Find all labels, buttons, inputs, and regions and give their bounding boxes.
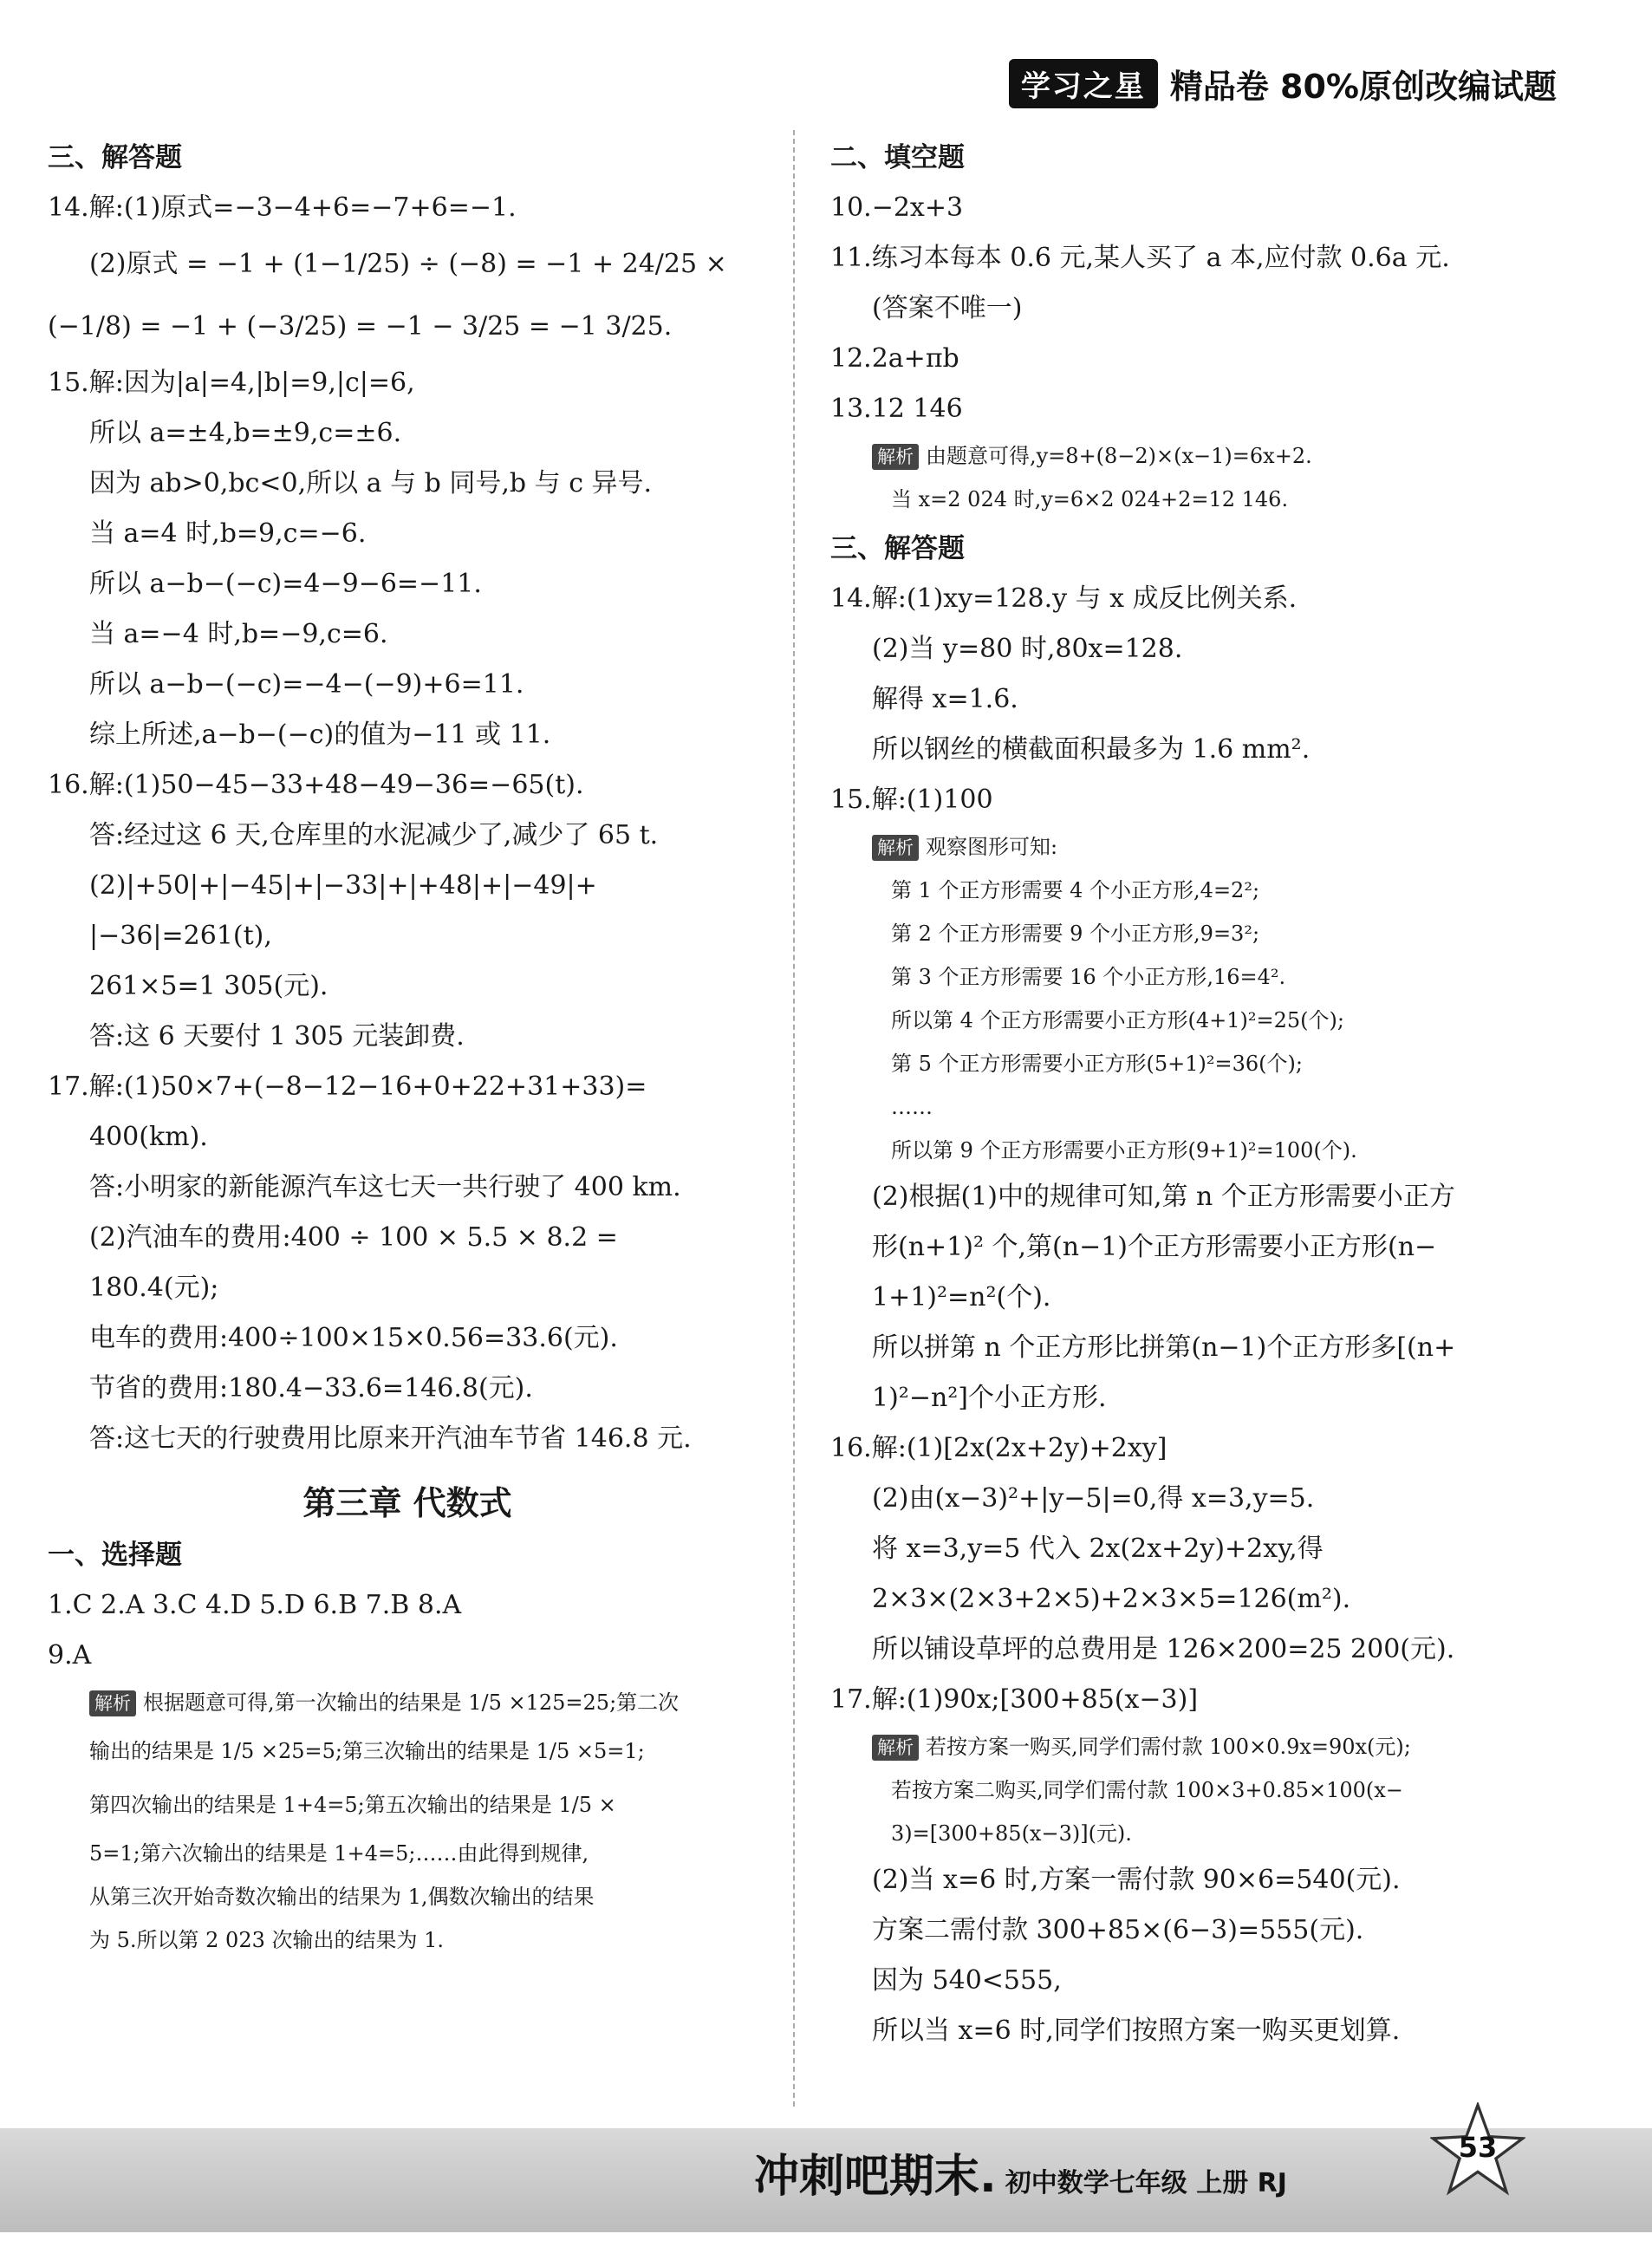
section-title: 二、填空题 <box>830 142 965 173</box>
answer-line: 因为 ab>0,bc<0,所以 a 与 b 同号,b 与 c 异号. <box>89 468 653 498</box>
answer-line: 将 x=3,y=5 代入 2x(2x+2y)+2xy,得 <box>872 1534 1324 1564</box>
answer-line: 14.解:(1)原式=−3−4+6=−7+6=−1. <box>48 192 517 223</box>
analysis-line: 第 2 个正方形需要 9 个小正方形,9=3²; <box>891 922 1260 946</box>
page-footer <box>754 2140 1287 2205</box>
answer-line: 答:小明家的新能源汽车这七天一共行驶了 400 km. <box>89 1172 681 1202</box>
analysis-line: 当 x=2 024 时,y=6×2 024+2=12 146. <box>891 487 1289 511</box>
analysis-line: 若按方案二购买,同学们需付款 100×3+0.85×100(x− <box>891 1778 1403 1802</box>
chapter-title: 第三章 代数式 <box>302 1484 512 1522</box>
analysis-line: 输出的结果是 1/5 ×25=5;第三次输出的结果是 1/5 ×5=1; <box>89 1739 645 1763</box>
analysis-line: 为 5.所以第 2 023 次输出的结果为 1. <box>89 1928 445 1952</box>
answer-line: 答:经过这 6 天,仓库里的水泥减少了,减少了 65 t. <box>89 820 659 850</box>
answer-line: (2)根据(1)中的规律可知,第 n 个正方形需要小正方 <box>872 1182 1455 1212</box>
answer-line: 14.解:(1)xy=128.y 与 x 成反比例关系. <box>830 583 1298 614</box>
answer-line: 11.练习本每本 0.6 元,某人买了 a 本,应付款 0.6a 元. <box>830 243 1450 273</box>
answer-line: (2)|+50|+|−45|+|−33|+|+48|+|−49|+ <box>89 870 597 901</box>
choice-answers: 9.A <box>48 1640 92 1671</box>
answer-line: 2×3×(2×3+2×5)+2×3×5=126(m²). <box>872 1584 1351 1614</box>
answer-line: 答:这七天的行驶费用比原来开汽油车节省 146.8 元. <box>89 1423 692 1454</box>
analysis-line: 解析 观察图形可知: <box>830 825 1550 869</box>
answer-line: 综上所述,a−b−(−c)的值为−11 或 11. <box>89 720 551 750</box>
analysis-line: 从第三次开始奇数次输出的结果为 1,偶数次输出的结果 <box>89 1885 595 1909</box>
answer-line: (2)由(x−3)²+|y−5|=0,得 x=3,y=5. <box>872 1483 1315 1514</box>
analysis-line: 3)=[300+85(x−3)](元). <box>891 1821 1132 1846</box>
analysis-line: 解析 根据题意可得,第一次输出的结果是 1/5 ×125=25;第二次 <box>48 1681 767 1724</box>
answer-line: 形(n+1)² 个,第(n−1)个正方形需要小正方形(n− <box>872 1232 1437 1262</box>
answer-line: 解得 x=1.6. <box>872 684 1018 714</box>
analysis-line: 所以第 9 个正方形需要小正方形(9+1)²=100(个). <box>891 1138 1357 1163</box>
answer-line: 因为 540<555, <box>872 1965 1062 1996</box>
answer-line: 方案二需付款 300+85×(6−3)=555(元). <box>872 1915 1364 1945</box>
answer-line: 所以 a=±4,b=±9,c=±6. <box>89 418 402 448</box>
answer-line: 1+1)²=n²(个). <box>872 1282 1051 1312</box>
analysis-line: 所以第 4 个正方形需要小正方形(4+1)²=25(个); <box>891 1008 1344 1032</box>
footer-subtitle: 初中数学七年级 上册 RJ <box>1005 2168 1287 2198</box>
answer-line: 13.12 146 <box>830 394 963 424</box>
answer-line: 261×5=1 305(元). <box>89 971 328 1001</box>
analysis-line: 解析 由题意可得,y=8+(8−2)×(x−1)=6x+2. <box>830 434 1550 478</box>
analysis-tag: 解析 <box>89 1690 136 1716</box>
choice-answers: 1.C 2.A 3.C 4.D 5.D 6.B 7.B 8.A <box>48 1590 462 1620</box>
answer-line: (2)当 x=6 时,方案一需付款 90×6=540(元). <box>872 1865 1401 1895</box>
answer-line: (2)原式 = −1 + (1−1/25) ÷ (−8) = −1 + 24/25 × <box>89 249 727 279</box>
answer-line: 15.解:因为|a|=4,|b|=9,|c|=6, <box>48 368 415 398</box>
answer-line: 16.解:(1)[2x(2x+2y)+2xy] <box>830 1433 1167 1463</box>
answer-line: 16.解:(1)50−45−33+48−49−36=−65(t). <box>48 770 584 800</box>
answer-line: (答案不唯一) <box>872 293 1023 323</box>
page-number: 53 <box>1458 2131 1498 2164</box>
section-title: 三、解答题 <box>830 533 965 564</box>
analysis-line: 第 1 个正方形需要 4 个小正方形,4=2²; <box>891 878 1260 902</box>
answer-line: 所以铺设草坪的总费用是 126×200=25 200(元). <box>872 1634 1455 1664</box>
analysis-tag: 解析 <box>872 835 919 861</box>
answer-line: 电车的费用:400÷100×15×0.56=33.6(元). <box>89 1323 618 1353</box>
answer-line: 180.4(元); <box>89 1273 219 1303</box>
analysis-line: 第 5 个正方形需要小正方形(5+1)²=36(个); <box>891 1052 1303 1076</box>
answer-line: 所以 a−b−(−c)=−4−(−9)+6=11. <box>89 669 524 700</box>
footer-title: 冲刺吧期末. <box>754 2151 997 2203</box>
header-title: 精品卷 80%原创改编试题 <box>1169 68 1557 106</box>
answer-line: 所以 a−b−(−c)=4−9−6=−11. <box>89 569 482 599</box>
answer-line: 当 a=−4 时,b=−9,c=6. <box>89 619 388 649</box>
answer-line: 400(km). <box>89 1122 208 1152</box>
column-divider <box>793 130 795 2107</box>
answer-line: 所以当 x=6 时,同学们按照方案一购买更划算. <box>872 2016 1401 2046</box>
brand-logo: 学习之星 <box>1009 59 1158 108</box>
answer-line: (−1/8) = −1 + (−3/25) = −1 − 3/25 = −1 3/25. <box>48 311 673 342</box>
section-title: 一、选择题 <box>48 1540 182 1571</box>
answer-line: 15.解:(1)100 <box>830 785 993 815</box>
analysis-line: 5=1;第六次输出的结果是 1+4=5;……由此得到规律, <box>89 1841 589 1866</box>
analysis-line: 第四次输出的结果是 1+4=5;第五次输出的结果是 1/5 × <box>89 1793 616 1817</box>
answer-line: 17.解:(1)90x;[300+85(x−3)] <box>830 1684 1199 1715</box>
analysis-line: 第 3 个正方形需要 16 个小正方形,16=4². <box>891 965 1286 989</box>
answer-line: 1)²−n²]个小正方形. <box>872 1383 1107 1413</box>
analysis-tag: 解析 <box>872 444 919 470</box>
answer-line: 12.2a+πb <box>830 343 959 374</box>
answer-line: 所以拼第 n 个正方形比拼第(n−1)个正方形多[(n+ <box>872 1332 1456 1363</box>
analysis-line: …… <box>891 1095 933 1119</box>
right-column <box>830 130 1550 2056</box>
analysis-line: 解析 若按方案一购买,同学们需付款 100×0.9x=90x(元); <box>830 1725 1550 1768</box>
answer-line: (2)汽油车的费用:400 ÷ 100 × 5.5 × 8.2 = <box>89 1222 618 1253</box>
analysis-tag: 解析 <box>872 1735 919 1761</box>
answer-line: |−36|=261(t), <box>89 921 272 951</box>
answer-line: 答:这 6 天要付 1 305 元装卸费. <box>89 1021 465 1052</box>
page-header <box>1009 59 1557 108</box>
answer-line: 17.解:(1)50×7+(−8−12−16+0+22+31+33)= <box>48 1071 647 1102</box>
left-column <box>48 130 767 1962</box>
answer-line: (2)当 y=80 时,80x=128. <box>872 634 1183 664</box>
section-title: 三、解答题 <box>48 142 182 173</box>
answer-line: 所以钢丝的横截面积最多为 1.6 mm². <box>872 734 1311 765</box>
answer-line: 节省的费用:180.4−33.6=146.8(元). <box>89 1373 533 1404</box>
answer-line: 10.−2x+3 <box>830 192 964 223</box>
answer-line: 当 a=4 时,b=9,c=−6. <box>89 518 367 549</box>
